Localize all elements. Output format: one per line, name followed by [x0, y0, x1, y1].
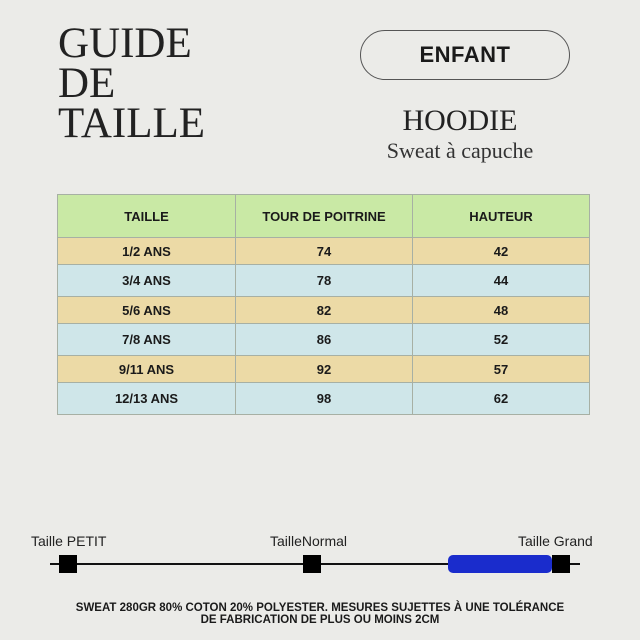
height-cell: 57 [413, 356, 590, 383]
chest-cell: 98 [236, 383, 413, 415]
fit-label-large: Taille Grand [518, 533, 593, 549]
height-cell: 48 [413, 297, 590, 324]
height-cell: 42 [413, 238, 590, 265]
table-row [58, 265, 590, 297]
title-line-3: TAILLE [58, 100, 205, 147]
fit-label-small: Taille PETIT [31, 533, 107, 549]
chest-cell: 86 [236, 324, 413, 356]
table-row [58, 238, 590, 265]
size-cell: 12/13 ANS [58, 383, 236, 415]
size-table [57, 194, 590, 415]
height-cell: 62 [413, 383, 590, 415]
fit-selected-indicator [448, 555, 552, 573]
fabric-note [20, 602, 620, 626]
table-header-row [58, 195, 590, 238]
product-name: HOODIE [402, 104, 518, 137]
fit-marker-normal [303, 555, 321, 573]
category-badge: ENFANT [360, 30, 570, 80]
table-row [58, 324, 590, 356]
size-cell: 9/11 ANS [58, 356, 236, 383]
fit-marker-small [59, 555, 77, 573]
fabric-note-line-1: SWEAT 280GR 80% COTON 20% POLYESTER. MESURES SUJETTES À UNE TOLÉRANCE [75, 602, 565, 614]
size-cell: 1/2 ANS [58, 238, 236, 265]
size-cell: 5/6 ANS [58, 297, 236, 324]
fit-marker-large [552, 555, 570, 573]
size-cell: 3/4 ANS [58, 265, 236, 297]
fit-scale [0, 530, 640, 580]
fabric-note-line-2: DE FABRICATION DE PLUS OU MOINS 2CM [200, 614, 440, 626]
fit-label-normal: TailleNormal [270, 533, 348, 549]
table-row [58, 297, 590, 324]
chest-cell: 92 [236, 356, 413, 383]
chest-cell: 78 [236, 265, 413, 297]
header-tour-de-poitrine: TOUR DE POITRINE [236, 195, 413, 238]
product-subtitle: Sweat à capuche [386, 138, 534, 163]
header-hauteur: HAUTEUR [413, 195, 590, 238]
height-cell: 52 [413, 324, 590, 356]
size-cell: 7/8 ANS [58, 324, 236, 356]
height-cell: 44 [413, 265, 590, 297]
table-row [58, 383, 590, 415]
title-line-1: GUIDE [58, 20, 192, 67]
title-line-2: DE [58, 60, 116, 107]
header-taille: TAILLE [58, 195, 236, 238]
page-title [58, 20, 205, 147]
table-row [58, 356, 590, 383]
product-heading [360, 104, 560, 164]
chest-cell: 74 [236, 238, 413, 265]
chest-cell: 82 [236, 297, 413, 324]
